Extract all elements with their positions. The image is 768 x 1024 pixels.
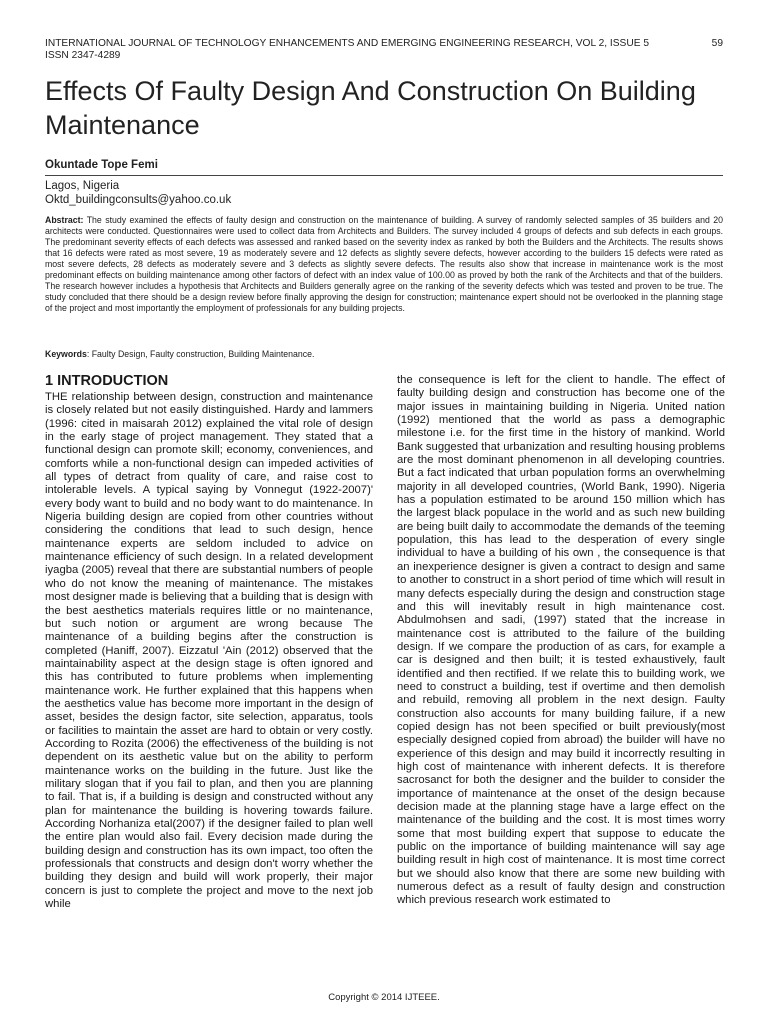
abstract-text: The study examined the effects of faulty design and construction on the maintenance of building. A survey of randomly selected samples of 35 builders and 20 architects were conducted. Questionnaires were used to collect data from Architects and Builders. The survey included 4 groups of defects and sub defects in each groups. The predominant severity effects of each defects was assessed and ranked based on the severity index as ranked by both the Builders and the Architects. The results shows that 16 defects were rated as most severe, 19 as moderately severe and 12 defects as slightly severe defects, however according to the builders 15 defects were rated as most severe defects, 28 defects as moderately severe and 3 defects as slightly severe defects. The results also show that increase in maintenance work is the most predominant effects on building maintenance among other factors of defect with an index value of 100.00 as proved by both the rank of the Architects and that of the builders. The research however includes a hypothesis that Architects and Builders generally agree on the ranking of the severity defects which was tested and proven to be true. The study concluded that there should be a design review before finally approving the design for construction; maintenance expert should not be overlooked in the planning stage of the project and most importantly the employment of professionals for any building projects. bbox=[45, 215, 723, 313]
author-affiliation bbox=[45, 179, 231, 207]
abstract-label: Abstract: bbox=[45, 215, 84, 225]
journal-name: INTERNATIONAL JOURNAL OF TECHNOLOGY ENHANCEMENTS AND EMERGING ENGINEERING RESEARCH, VOL 2, ISSUE 5 bbox=[45, 38, 649, 49]
section-heading: 1 INTRODUCTION bbox=[45, 373, 169, 389]
right-column bbox=[397, 374, 725, 908]
abstract bbox=[45, 215, 723, 314]
running-header bbox=[45, 38, 723, 62]
keywords-text: : Faulty Design, Faulty construction, Building Maintenance. bbox=[86, 349, 315, 359]
left-column-text: THE relationship between design, construction and maintenance is closely related but not easily distinguished. Hardy and lammers (1996: cited in maisarah 2012) explained the vital role of design in the early stage of project management. They stated that a functional design can promote skill; economy, conveniences, and comforts while a non-functional design can impeded activities of all types of detract from quality of care, and raise cost to intolerable levels. A typical saying by Vonnegut (1922-2007)' every body want to build and no body want to do maintenance. In Nigeria building design are copied from other countries without considering the conditions that lead to such design, hence maintenance experts are seldom included to advice on maintenance efficiency of such design. In a related development iyagba (2005) reveal that there are substantial numbers of people who do not know the meaning of maintenance. The mistakes most designer made is believing that a building that is design with the best aesthetics materials requires little or no maintenance, but such notion or argument are wrong because The maintenance of a building begins after the construction is completed (Haniff, 2007). Eizzatul 'Ain (2012) observed that the maintainability aspect at the design stage is often ignored and this has contributed to future problems when implementing maintenance work. He further explained that this happens when the aesthetics value has become more important in the design of asset, besides the design factor, site selection, apparatus, tools or facilities to maintain the asset are hard to obtain or very costly. According to Rozita (2006) the effectiveness of the building is not dependent on its aesthetic value but on the ability to perform maintenance works on the building in the future. Just like the military slogan that if you fail to plan, and then you are planning to fail. That is, if a building is design and constructed without any plan for maintenance the building is hovering towards failure. According Norhaniza etal(2007) if the designer failed to plan well the entire plan would also fail. Every decision made during the building design and construction has its own impact, too often the professionals that constructs and design don't worry whether the building they design and build will work properly, their major concern is just to complete the project and move to the next job while bbox=[45, 391, 373, 911]
keywords bbox=[45, 349, 314, 359]
page-number: 59 bbox=[711, 38, 723, 49]
left-column bbox=[45, 372, 373, 911]
author-name: Okuntade Tope Femi bbox=[45, 159, 158, 171]
author-location: Lagos, Nigeria bbox=[45, 180, 120, 192]
paper-title: Effects Of Faulty Design And Construction On Building Maintenance bbox=[45, 76, 696, 140]
issn: ISSN 2347-4289 bbox=[45, 50, 121, 61]
paper-page bbox=[45, 0, 723, 1024]
copyright-footer: Copyright © 2014 IJTEEE. bbox=[328, 992, 440, 1003]
author-email: Oktd_buildingconsults@yahoo.co.uk bbox=[45, 194, 232, 206]
right-column-text: the consequence is left for the client to handle. The effect of faulty building design and construction has become one of the major issues in maintaining building in Nigeria. United nation (1992) mentioned that the world as pass a demographic milestone i.e. for the first time in the history of mankind. World Bank suggested that urbanization and resulting housing problems are the most dominant phenomenon in all developing countries. But a fact indicated that urban population forms an overwhelming majority in all developed countries, (World Bank, 1990). Nigeria has a population estimated to be around 150 million which has the largest black populace in the world and as such new building are being built daily to accommodate the demands of the teeming population, this has lead to the desperation of every single individual to have a building of his own , the consequence is that an inexperience designer is given a contract to design and same to another to construct in a short period of time which will result in many defects especially during the design and construction stage and this will inevitably result in high maintenance cost. Abdulmohsen and sadi, (1997) stated that the increase in maintenance cost is attributed to the failure of the building design. If we compare the production of as cars, for example a car is designed and then built; it is tested exhaustively, fault identified and then rectified. If we relate this to building work, we need to construct a building, test if overtime and then demolish and rebuild, removing all problem in the next design. Faulty construction also accounts for many building failure, if a new copied design has not been specified or built previously(most especially designed copied from abroad) the builder will have no experience of this design and may build it incorrectly resulting in high cost of maintenance with inherent defects. It is therefore sacrosanct for both the designer and the builder to consider the importance of maintenance at the onset of the design because decision made at the planning stage have a large effect on the maintenance of the building and the cost. It is most times worry some that most building expert that suppose to educate the public on the importance of building maintenance will say age building result in high cost of maintenance. It is most time correct but we should also know that there are some new building with numerous defect as a result of faulty design and construction which previous research work estimated to bbox=[397, 374, 725, 907]
keywords-label: Keywords bbox=[45, 349, 87, 359]
author-divider bbox=[45, 175, 723, 176]
